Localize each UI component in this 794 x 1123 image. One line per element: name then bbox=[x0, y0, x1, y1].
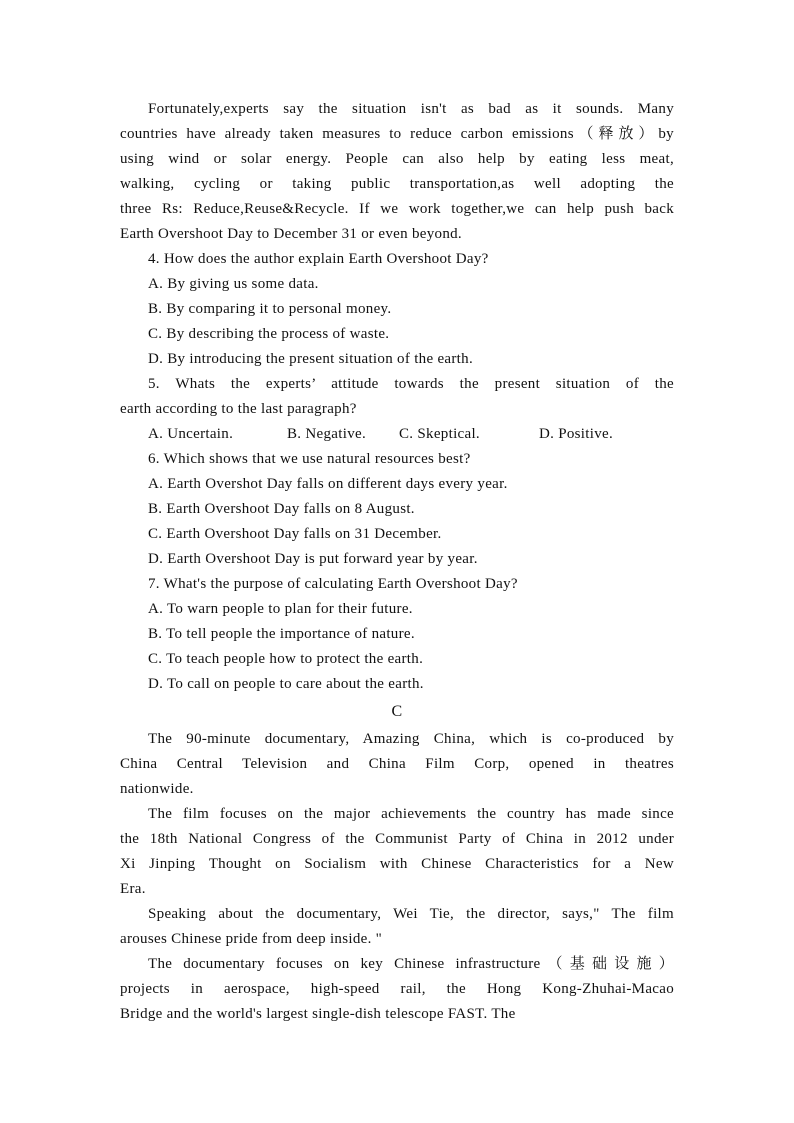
passage-paragraph bbox=[120, 952, 674, 1027]
text-line: countries have already taken measures to reduce carbon emissions（释放）by bbox=[120, 126, 674, 142]
text-line: Era. bbox=[120, 881, 146, 897]
text-line: Xi Jinping Thought on Socialism with Chinese Characteristics for a New bbox=[120, 856, 674, 872]
text-line: using wind or solar energy. People can also help by eating less meat, bbox=[120, 151, 674, 167]
question-stem bbox=[120, 447, 674, 472]
answer-option: A. By giving us some data. bbox=[148, 276, 319, 292]
answer-option: D. To call on people to care about the earth. bbox=[148, 676, 424, 692]
answer-option: D. By introducing the present situation of the earth. bbox=[148, 351, 473, 367]
passage-paragraph bbox=[120, 802, 674, 902]
text-line: 4. How does the author explain Earth Overshoot Day? bbox=[148, 251, 489, 267]
answer-option: B. By comparing it to personal money. bbox=[148, 301, 392, 317]
answer-option: A. Uncertain. bbox=[148, 426, 234, 442]
answer-option: A. To warn people to plan for their future. bbox=[148, 601, 413, 617]
answer-option: D. Earth Overshoot Day is put forward year by year. bbox=[148, 551, 478, 567]
text-line: walking, cycling or taking public transportation,as well adopting the bbox=[120, 176, 674, 192]
question-6 bbox=[120, 447, 674, 572]
question-stem bbox=[120, 247, 674, 272]
answer-option: B. To tell people the importance of nature. bbox=[148, 626, 415, 642]
passage-paragraph bbox=[120, 902, 674, 952]
text-line: China Central Television and China Film Corp, opened in theatres bbox=[120, 756, 674, 772]
text-line: Earth Overshoot Day to December 31 or even beyond. bbox=[120, 226, 462, 242]
passage-paragraph bbox=[120, 727, 674, 802]
question-stem bbox=[120, 572, 674, 597]
answer-option: A. Earth Overshot Day falls on different days every year. bbox=[148, 476, 508, 492]
text-line: three Rs: Reduce,Reuse&Recycle. If we work together,we can help push back bbox=[120, 201, 674, 217]
text-line: 5. Whats the experts’ attitude towards the present situation of the bbox=[148, 376, 674, 392]
text-line: The documentary focuses on key Chinese infrastructure（基础设施） bbox=[148, 956, 674, 972]
answer-option: C. By describing the process of waste. bbox=[148, 326, 390, 342]
passage-paragraph bbox=[120, 97, 674, 247]
answer-option: B. Negative. bbox=[287, 426, 366, 442]
text-line: 6. Which shows that we use natural resources best? bbox=[148, 451, 471, 467]
answer-option: C. To teach people how to protect the earth. bbox=[148, 651, 424, 667]
answer-option: B. Earth Overshoot Day falls on 8 August. bbox=[148, 501, 415, 517]
answer-option: D. Positive. bbox=[539, 426, 614, 442]
text-line: Bridge and the world's largest single-dish telescope FAST. The bbox=[120, 1006, 516, 1022]
text-line: The film focuses on the major achievements the country has made since bbox=[148, 806, 674, 822]
text-line: 7. What's the purpose of calculating Earth Overshoot Day? bbox=[148, 576, 518, 592]
text-line: The 90-minute documentary, Amazing China, which is co-produced by bbox=[148, 731, 674, 747]
question-7 bbox=[120, 572, 674, 697]
question-4 bbox=[120, 247, 674, 372]
text-line: arouses Chinese pride from deep inside. " bbox=[120, 931, 383, 947]
answer-options-row bbox=[120, 422, 674, 447]
answer-option: C. Earth Overshoot Day falls on 31 December. bbox=[148, 526, 442, 542]
section-heading-c: C bbox=[391, 703, 403, 720]
text-line: the 18th National Congress of the Communist Party of China in 2012 under bbox=[120, 831, 674, 847]
text-line: nationwide. bbox=[120, 781, 194, 797]
question-5 bbox=[120, 372, 674, 447]
text-line: projects in aerospace, high-speed rail, the Hong Kong-Zhuhai-Macao bbox=[120, 981, 674, 997]
question-stem bbox=[120, 372, 674, 422]
text-line: Speaking about the documentary, Wei Tie, the director, says," The film bbox=[148, 906, 674, 922]
text-line: Fortunately,experts say the situation isn't as bad as it sounds. Many bbox=[148, 101, 674, 117]
document-page bbox=[120, 97, 674, 1027]
text-line: earth according to the last paragraph? bbox=[120, 401, 357, 417]
answer-option: C. Skeptical. bbox=[399, 426, 480, 442]
